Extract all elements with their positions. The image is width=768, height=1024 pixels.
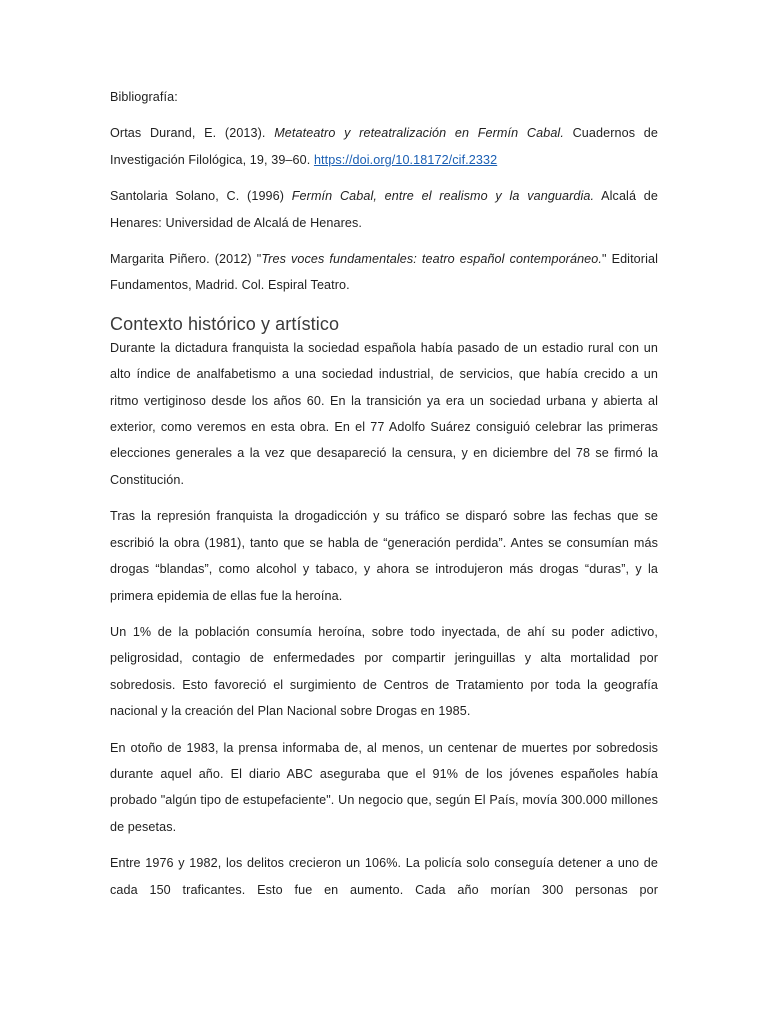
bibliography-entry-text: Alcalá de Henares: Universidad de Alcalá de Henares. [110,189,658,230]
bibliography-entry-text: Ortas Durand, E. (2013). [110,126,275,141]
doi-link[interactable]: https://doi.org/10.18172/cif.2332 [313,152,498,167]
bibliography-entry-text: Santolaria Solano, C. (1996) [110,189,292,204]
bibliography-entry-text: Margarita Piñero. (2012) " [110,252,262,267]
bibliography-entry-text: " Editorial Fundamentos, Madrid. Col. Espiral Teatro. [110,252,658,293]
bibliography-entry [110,120,658,173]
bibliography-entry-title: Fermín Cabal, entre el realismo y la vanguardia. [291,189,595,204]
bibliography-entry [110,183,658,236]
bibliography-entry [110,246,658,299]
body-paragraph: Durante la dictadura franquista la sociedad española había pasado de un estadio rural con un alto índice de analfabetismo a una sociedad industrial, de servicios, que había crecido a un ritmo vertiginoso desde los años 60. En la transición ya era un sociedad urbana y abierta al exterior, como veremos en esta obra. En el 77 Adolfo Suárez consiguió celebrar las primeras elecciones generales a la vez que desapareció la censura, y en diciembre del 78 se firmó la Constitución. [110,340,658,487]
document-body [110,84,658,913]
body-paragraph: Un 1% de la población consumía heroína, sobre todo inyectada, de ahí su poder adictivo, peligrosidad, contagio de enfermedades por compartir jeringuillas y alta mortalidad por sobredosis. Esto favoreció el surgimiento de Centros de Tratamiento por toda la geografía nacional y la creación del Plan Nacional sobre Drogas en 1985. [110,624,658,719]
body-paragraph: Tras la represión franquista la drogadicción y su tráfico se disparó sobre las fechas que se escribió la obra (1981), tanto que se habla de “generación perdida”. Antes se consumían más drogas “blandas”, como alcohol y tabaco, y ahora se introdujeron más drogas “duras”, y la primera epidemia de ellas fue la heroína. [110,509,658,603]
bibliography-entry-text: Cuadernos de Investigación Filológica, 19, 39–60. [110,126,658,167]
section-heading: Contexto histórico y artístico [110,313,340,334]
body-paragraph: Entre 1976 y 1982, los delitos crecieron un 106%. La policía solo conseguía detener a uno de cada 150 traficantes. Esto fue en aumento. Cada año morían 300 personas por [110,856,658,897]
bibliography-entry-title: Tres voces fundamentales: teatro español contemporáneo. [261,252,602,267]
bibliography-entry-title: Metateatro y reteatralización en Fermín Cabal. [274,126,564,141]
body-paragraph: En otoño de 1983, la prensa informaba de, al menos, un centenar de muertes por sobredosis durante aquel año. El diario ABC aseguraba que el 91% de los jóvenes españoles había probado "algún tipo de estupefaciente". Un negocio que, según El País, movía 300.000 millones de pesetas. [110,740,658,834]
bibliography-title: Bibliografía: [110,90,178,104]
